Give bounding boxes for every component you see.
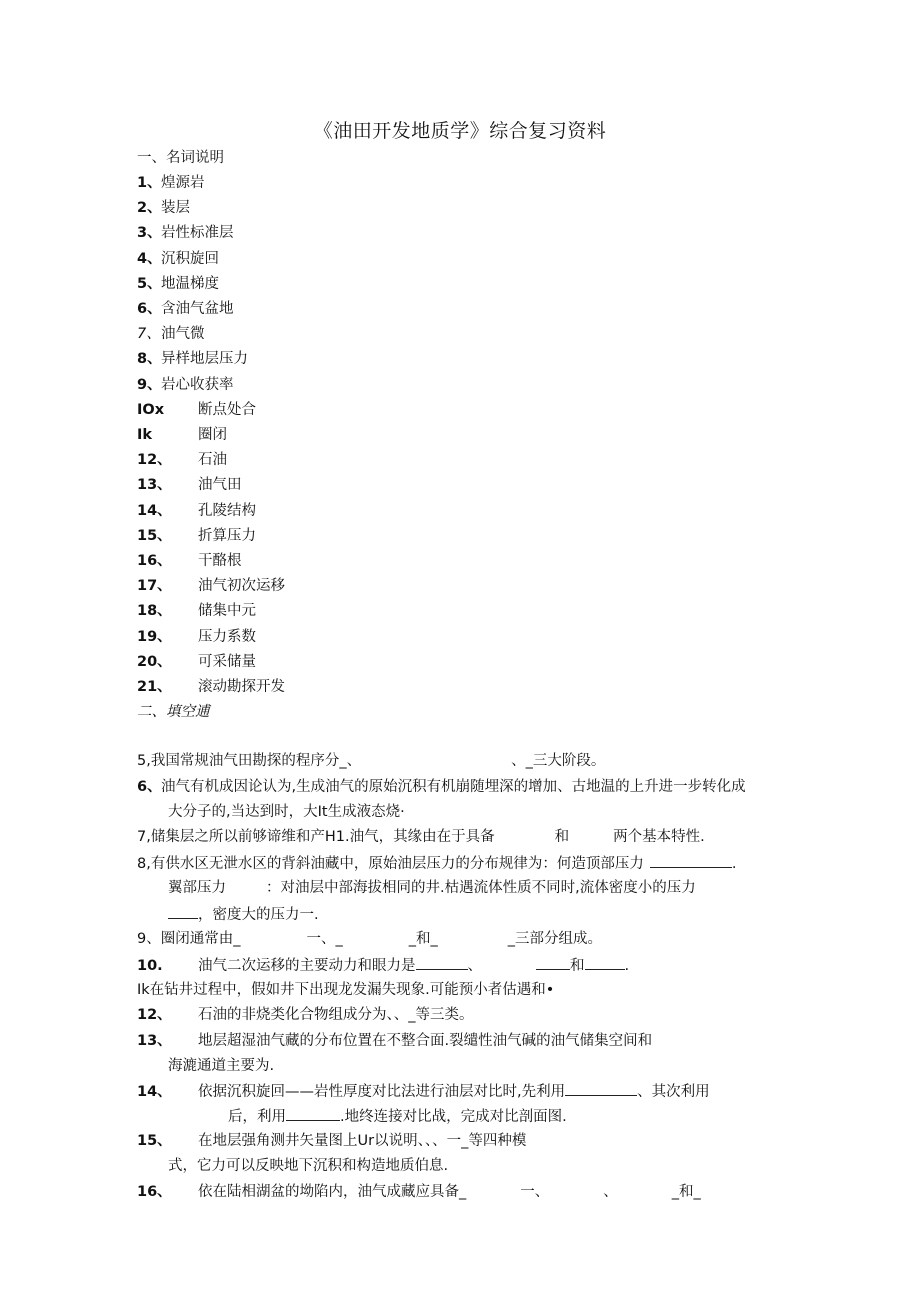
term-item: [137, 601, 256, 621]
term-item: [137, 324, 205, 344]
question-9: 9、圈闭通常由_ 一、_ _和_ _三部分组成。: [137, 931, 602, 947]
term-number: IOx: [137, 402, 165, 418]
term-number: 5、: [137, 276, 162, 292]
blank: [416, 955, 468, 970]
term-item: [137, 173, 205, 193]
term-number: 21、: [137, 679, 172, 695]
term-text: 岩性标准层: [161, 225, 234, 241]
term-item: [137, 349, 248, 369]
term-text: 折算压力: [198, 528, 256, 544]
term-number: 12、: [137, 452, 172, 468]
blank: [536, 955, 570, 970]
term-number: 9、: [137, 377, 162, 393]
term-text: 含油气盆地: [161, 301, 234, 317]
term-item: [137, 274, 219, 294]
term-number: 13、: [137, 477, 172, 493]
term-item: [137, 475, 242, 495]
blank: [650, 853, 732, 868]
term-item: [137, 249, 219, 269]
question-14-continued: 后，利用 .地终连接对比战，完成对比剖面图.: [228, 1106, 567, 1127]
question-6: 6、油气有机成因论认为,生成油气的原始沉积有机崩随埋深的增加、古地温的上升进一步转化成: [137, 779, 746, 795]
question-10: 10. 油气二次运移的主要动力和眼力是 、 和 .: [137, 955, 629, 976]
term-text: 油气微: [161, 326, 205, 342]
question-13: 13、 地层超湿油气藏的分布位置在不整合面.裂缱性油气碱的油气储集空间和: [137, 1033, 653, 1049]
term-number: 20、: [137, 654, 172, 670]
term-item: [137, 526, 256, 546]
term-number: 1、: [137, 175, 162, 191]
term-item: [137, 375, 234, 395]
term-item: [137, 652, 256, 672]
question-8-line-3: ，密度大的压力一.: [168, 904, 319, 925]
term-number: 7、: [137, 326, 161, 342]
term-number: 16、: [137, 553, 172, 569]
term-text: 圈闭: [198, 427, 227, 443]
term-number: 19、: [137, 629, 172, 645]
term-number: 17、: [137, 578, 172, 594]
question-7: 7,储集层之所以前够谛维和产H1.油气，其缘由在于具备 和 两个基本特性.: [137, 829, 705, 845]
term-text: 石油: [198, 452, 227, 468]
term-text: 地温梯度: [161, 276, 219, 292]
term-item: [137, 501, 256, 521]
term-number: 3、: [137, 225, 162, 241]
term-number: 15、: [137, 528, 172, 544]
term-text: 岩心收获率: [161, 377, 234, 393]
term-text: 压力系数: [198, 629, 256, 645]
term-item: [137, 198, 190, 218]
term-text: 煌源岩: [161, 175, 205, 191]
term-item: [137, 425, 227, 445]
question-13-continued: 海漉通道主要为.: [168, 1058, 275, 1074]
term-text: 油气初次运移: [198, 578, 285, 594]
question-8-line-2: 翼部压力 ：对油层中部海拔相同的井.枯遇流体性质不同时,流体密度小的压力: [168, 880, 696, 896]
question-16: 16、 依在陆相湖盆的坳陷内，油气成藏应具备_ 一、 、 _和_: [137, 1184, 701, 1200]
term-text: 装层: [161, 200, 190, 216]
term-number: 8、: [137, 351, 162, 367]
question-12: 12、 石油的非烧类化合物组成分为、、_等三类。: [137, 1007, 474, 1023]
question-11: Ik在钻井过程中，假如井下出现龙发漏失现象.可能预小者估遇和•: [137, 982, 555, 998]
term-item: [137, 627, 256, 647]
term-number: Ik: [137, 427, 153, 443]
section-heading-terms: 一、名词说明: [137, 150, 224, 166]
blank: [585, 955, 625, 970]
question-14: 14、 依据沉积旋回——岩性厚度对比法进行油层对比时,先利用 、其次利用: [137, 1081, 710, 1102]
blank: [286, 1106, 340, 1121]
term-text: 可采储量: [198, 654, 256, 670]
question-15-continued: 式，它力可以反映地下沉积和构造地质伯息.: [168, 1158, 449, 1174]
term-text: 断点处合: [198, 402, 256, 418]
term-number: 18、: [137, 603, 172, 619]
term-text: 异样地层压力: [161, 351, 248, 367]
term-number: 2、: [137, 200, 162, 216]
term-text: 沉积旋回: [161, 251, 219, 267]
document-title: 《油田开发地质学》综合复习资料: [313, 120, 607, 142]
term-item: [137, 299, 234, 319]
term-item: [137, 223, 234, 243]
question-8: 8,有供水区无泄水区的背斜油藏中，原始油层压力的分布规律为：何造顶部压力 .: [137, 853, 736, 874]
question-15: 15、 在地层强角测井矢量图上Ur以说明、、、一_等四种模: [137, 1133, 527, 1149]
term-text: 孔陵结构: [198, 503, 256, 519]
term-text: 干酪根: [198, 553, 242, 569]
term-item: [137, 677, 285, 697]
term-number: 4、: [137, 251, 162, 267]
term-text: 储集中元: [198, 603, 256, 619]
term-number: 6、: [137, 301, 162, 317]
term-item: [137, 450, 227, 470]
term-text: 油气田: [198, 477, 242, 493]
question-6-continued: 大分子的,当达到时，大It生成液态烧·: [168, 804, 405, 820]
term-item: [137, 551, 242, 571]
question-5: 5,我国常规油气田勘探的程序分_、 、_三大阶段。: [137, 753, 606, 769]
term-text: 滚动勘探开发: [198, 679, 285, 695]
term-number: 14、: [137, 503, 172, 519]
term-item: [137, 400, 256, 420]
blank: [168, 904, 198, 919]
blank: [565, 1081, 637, 1096]
section-heading-fill-blank: 二、填空逋: [137, 704, 210, 720]
term-item: [137, 576, 285, 596]
